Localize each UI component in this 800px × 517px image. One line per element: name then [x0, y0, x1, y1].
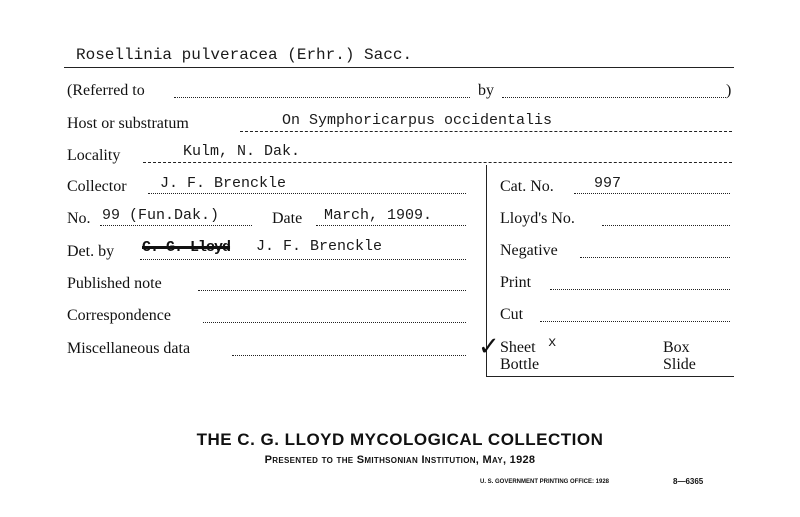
- locality-value: Kulm, N. Dak.: [183, 143, 301, 160]
- det-line: [140, 259, 466, 260]
- host-value: On Symphoricarpus occidentalis: [282, 112, 553, 129]
- print-line: [550, 289, 730, 290]
- referred-close: ): [726, 82, 732, 99]
- det-value: J. F. Brenckle: [256, 238, 383, 255]
- published-note-label: Published note: [67, 275, 162, 292]
- lloyds-no-label: Lloyd's No.: [500, 210, 575, 227]
- right-box-bottom-border: [486, 376, 734, 377]
- number-value: 99 (Fun.Dak.): [102, 207, 220, 224]
- date-label: Date: [272, 210, 303, 227]
- collector-label: Collector: [67, 178, 127, 195]
- host-line: [240, 131, 732, 132]
- referred-label: (Referred to: [67, 82, 145, 99]
- locality-label: Locality: [67, 147, 121, 164]
- number-label: No.: [67, 210, 91, 227]
- storage-box-label: Box: [663, 339, 690, 356]
- published-note-line: [198, 290, 466, 291]
- number-line: [100, 225, 252, 226]
- date-value: March, 1909.: [324, 207, 433, 224]
- collection-subtitle: Presented to the Smithsonian Institution, May, 1928: [264, 454, 536, 466]
- misc-line: [232, 355, 466, 356]
- cat-no-line: [574, 193, 730, 194]
- printing-office-note: U. S. GOVERNMENT PRINTING OFFICE: 1928: [480, 479, 610, 485]
- checkmark-icon: ✓: [478, 332, 500, 362]
- cut-line: [540, 321, 730, 322]
- det-label: Det. by: [67, 243, 115, 260]
- cut-label: Cut: [500, 306, 524, 323]
- correspondence-line: [203, 322, 466, 323]
- cat-no-label: Cat. No.: [500, 178, 554, 195]
- species-underline: [64, 67, 734, 68]
- correspondence-label: Correspondence: [67, 307, 171, 324]
- referred-by-line: [502, 97, 726, 98]
- date-line: [316, 225, 466, 226]
- print-label: Print: [500, 274, 532, 291]
- form-number: 8—6365: [673, 477, 704, 486]
- storage-slide-label: Slide: [663, 356, 696, 373]
- referred-by-label: by: [478, 82, 494, 99]
- det-struck-name: C. G. Lloyd: [142, 239, 231, 256]
- collector-line: [148, 193, 466, 194]
- storage-bottle-label: Bottle: [500, 356, 540, 373]
- storage-sheet-label: Sheet: [500, 339, 536, 356]
- collection-title: THE C. G. LLOYD MYCOLOGICAL COLLECTION: [196, 430, 604, 449]
- referred-line: [174, 97, 470, 98]
- host-label: Host or substratum: [67, 115, 189, 132]
- misc-label: Miscellaneous data: [67, 340, 191, 357]
- negative-label: Negative: [500, 242, 558, 259]
- species-name: Rosellinia pulveracea (Erhr.) Sacc.: [76, 46, 413, 64]
- cat-no-value: 997: [594, 175, 622, 192]
- collector-value: J. F. Brenckle: [160, 175, 287, 192]
- locality-line: [143, 162, 732, 163]
- negative-line: [580, 257, 730, 258]
- lloyds-no-line: [602, 225, 730, 226]
- storage-sheet-mark: x: [548, 335, 557, 351]
